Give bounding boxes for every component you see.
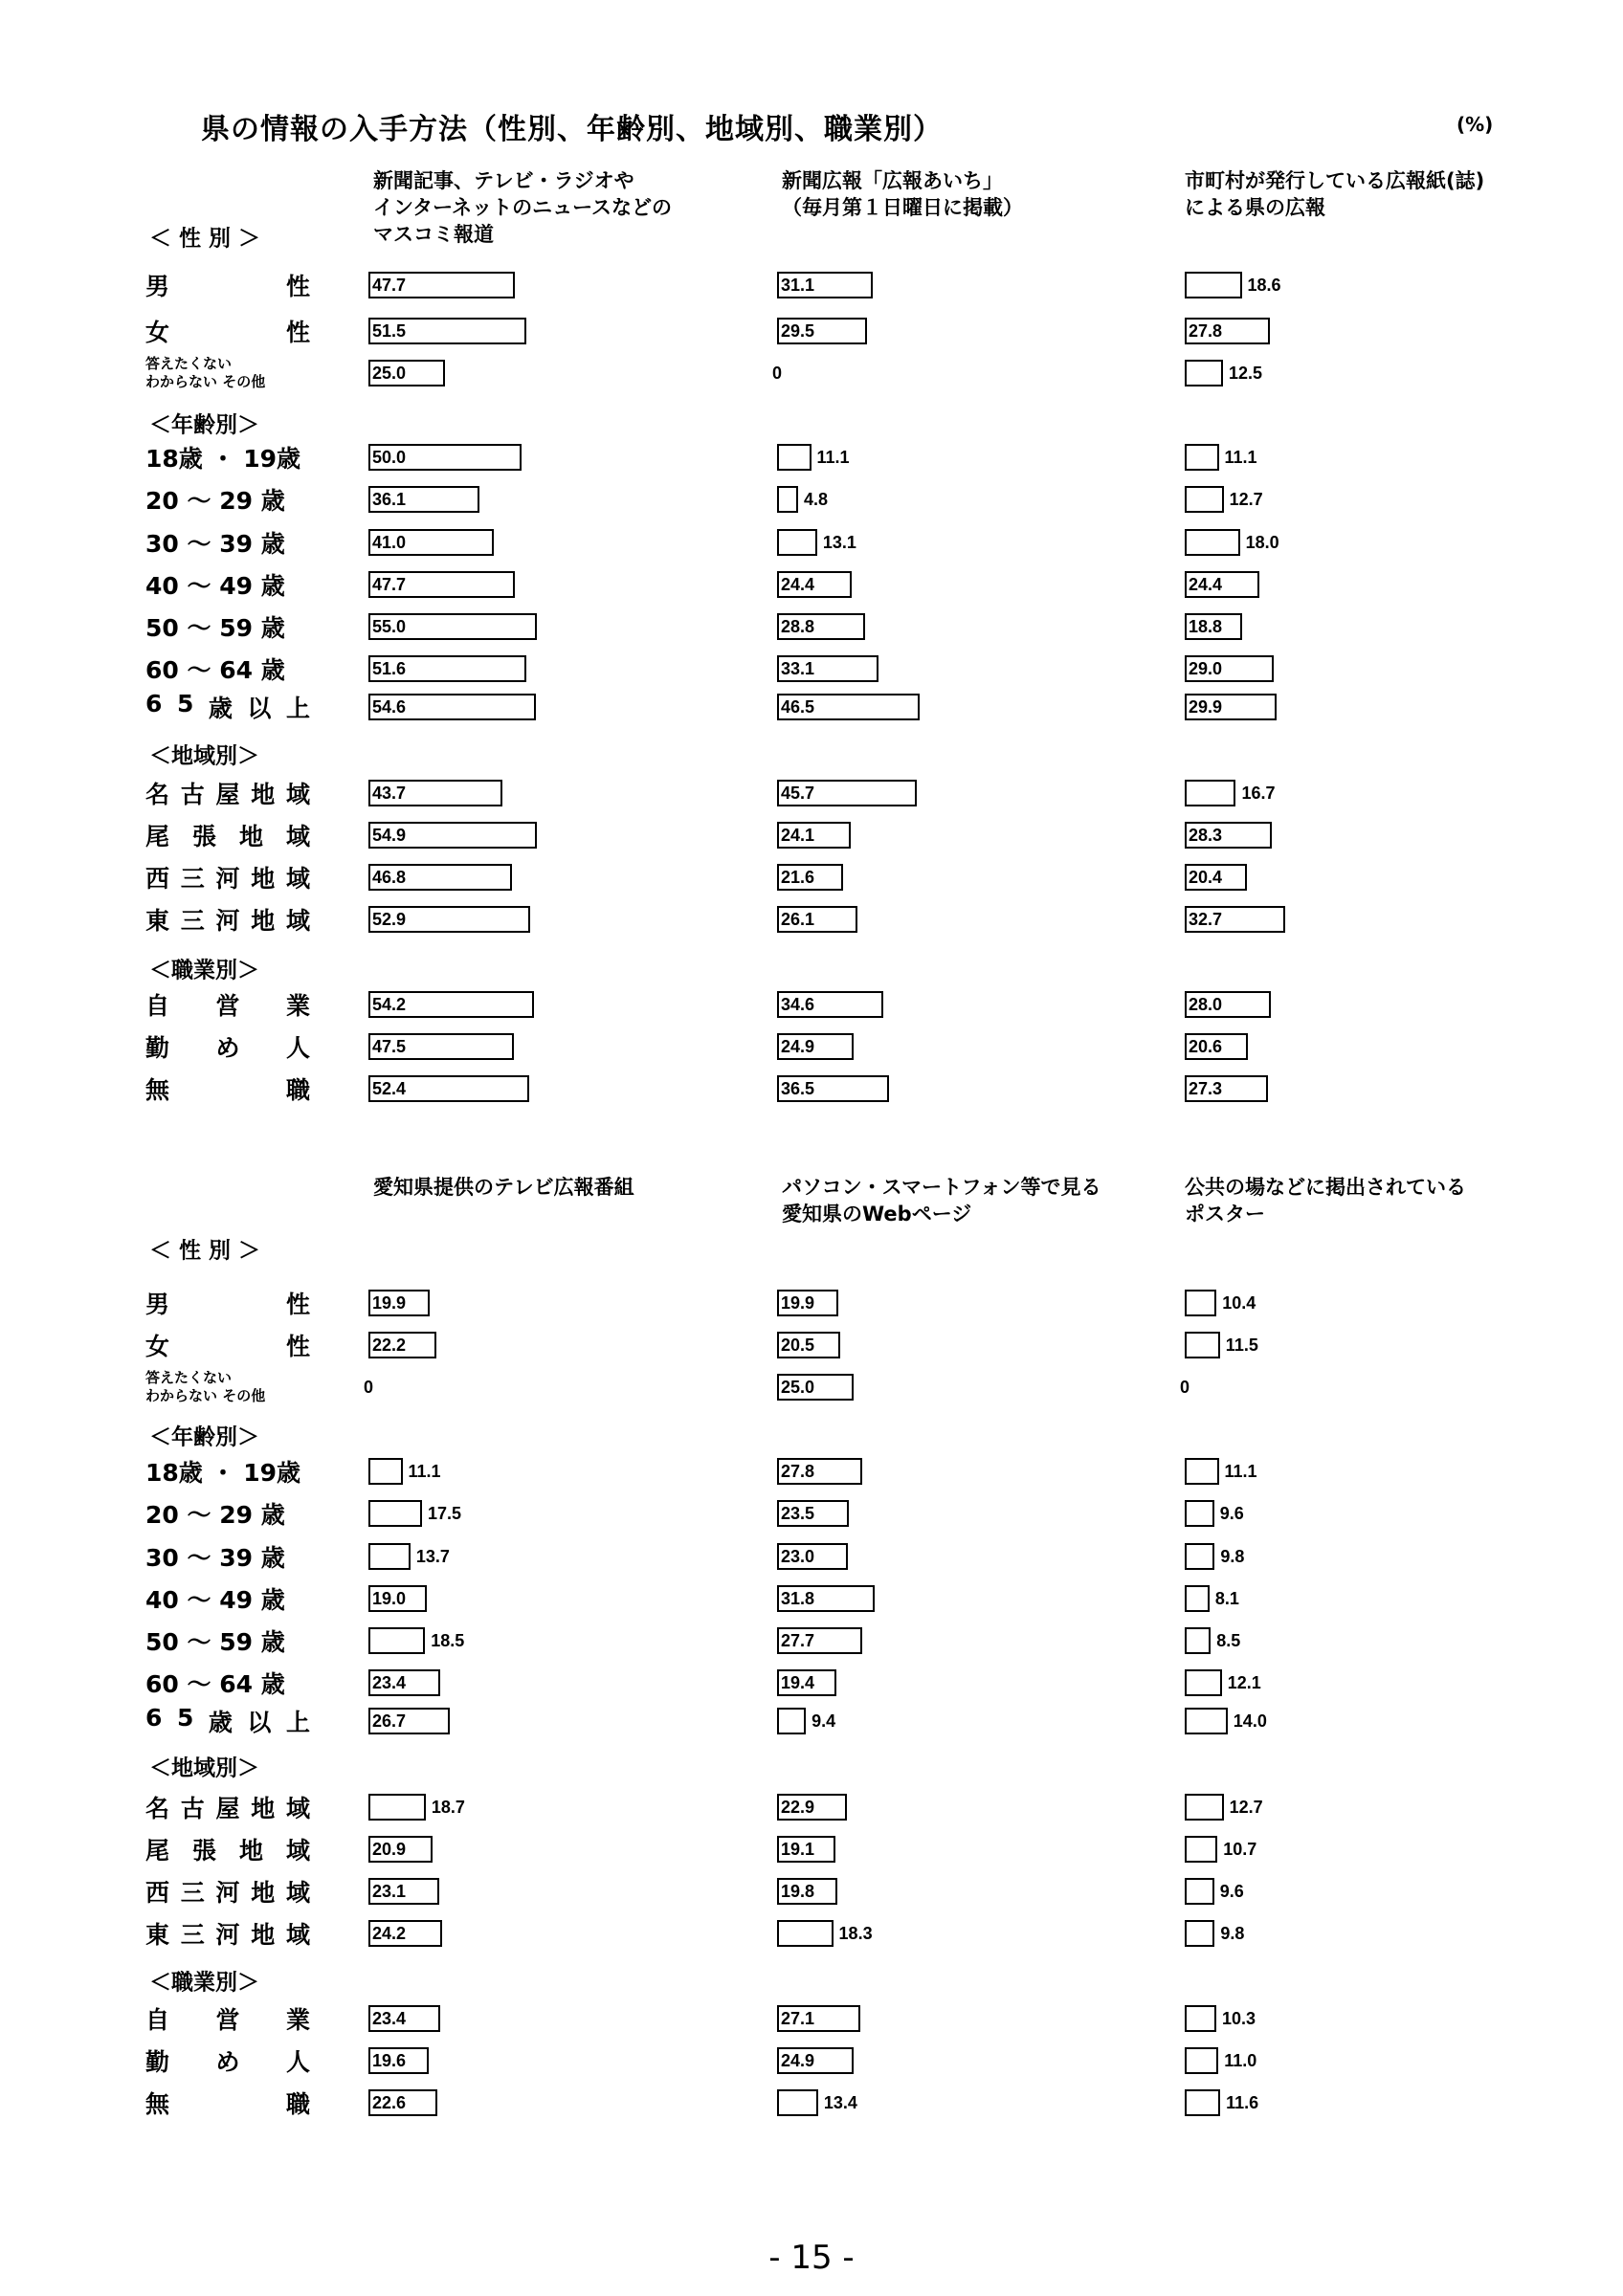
row-label: 60 〜 64 歳	[145, 1670, 285, 1698]
bar	[1185, 1543, 1214, 1570]
section-label: ＜地域別＞	[149, 743, 259, 769]
bar-value-label: 20.6	[1189, 1037, 1223, 1056]
row-label: 西 三 河 地 域	[145, 865, 310, 893]
bar-value-label: 10.4	[1222, 1293, 1256, 1313]
bar-value-label: 24.4	[781, 575, 815, 594]
bar	[1185, 1920, 1214, 1947]
row-label: 60 〜 64 歳	[145, 656, 285, 684]
bar	[1185, 1878, 1214, 1905]
bar-value-label: 47.7	[372, 575, 407, 594]
bar-value-label: 19.1	[781, 1840, 815, 1859]
bar-value-label: 28.0	[1189, 995, 1223, 1014]
bar	[1185, 1627, 1211, 1654]
row-label: 男 性	[145, 273, 310, 300]
bar	[777, 529, 817, 556]
row-label: 尾 張 地 域	[145, 1837, 310, 1865]
bar-value-label: 20.4	[1189, 868, 1223, 887]
bar-value-label: 11.1	[1224, 1462, 1257, 1481]
bar-value-label: 19.4	[781, 1673, 815, 1692]
bar-value-label: 36.5	[781, 1079, 815, 1098]
bar-value-label: 54.2	[372, 995, 407, 1014]
row-label: 50 〜 59 歳	[145, 614, 285, 642]
bar-value-label: 31.1	[781, 276, 815, 295]
bar-value-label: 55.0	[372, 617, 407, 636]
bar-value-label: 29.9	[1189, 697, 1223, 717]
bar-value-label: 19.9	[372, 1293, 407, 1313]
bar-value-label: 27.8	[781, 1462, 815, 1481]
page-number: - 15 -	[768, 2239, 855, 2277]
bar-value-label: 51.5	[372, 321, 407, 341]
bar-value-label: 0	[772, 364, 783, 383]
row-label: 東 三 河 地 域	[145, 1921, 310, 1949]
bar-value-label: 11.1	[408, 1462, 441, 1481]
bar-value-label: 11.5	[1225, 1336, 1258, 1355]
bar	[777, 1708, 806, 1734]
bar	[368, 1794, 426, 1821]
bar-value-label: 8.5	[1216, 1631, 1241, 1650]
bar-value-label: 25.0	[781, 1378, 815, 1397]
bar-value-label: 26.1	[781, 910, 815, 929]
bar-value-label: 41.0	[372, 533, 407, 552]
bar-value-label: 26.7	[372, 1711, 407, 1731]
bar-value-label: 18.3	[838, 1924, 873, 1943]
row-label: 20 〜 29 歳	[145, 487, 285, 515]
bar	[1185, 2047, 1218, 2074]
row-label: 30 〜 39 歳	[145, 1544, 285, 1572]
bar-value-label: 11.1	[1224, 448, 1257, 467]
row-label: 尾 張 地 域	[145, 823, 310, 850]
bar-value-label: 0	[1180, 1378, 1190, 1397]
bar-value-label: 11.0	[1224, 2051, 1257, 2070]
bar-value-label: 19.9	[781, 1293, 815, 1313]
bar-value-label: 22.9	[781, 1798, 815, 1817]
bar-value-label: 52.9	[372, 910, 407, 929]
bar	[1185, 272, 1242, 298]
bar-value-label: 18.7	[431, 1798, 465, 1817]
bar-value-label: 47.5	[372, 1037, 407, 1056]
bar-value-label: 13.7	[415, 1547, 450, 1566]
bar-value-label: 9.6	[1219, 1882, 1244, 1901]
bar-value-label: 34.6	[781, 995, 815, 1014]
bar	[1185, 2005, 1216, 2032]
bar-value-label: 0	[364, 1378, 374, 1397]
unit-label: (%)	[1456, 113, 1494, 136]
bar-value-label: 25.0	[372, 364, 407, 383]
row-label: 女 性	[145, 319, 310, 346]
row-label: 東 三 河 地 域	[145, 907, 310, 935]
row-label: 40 〜 49 歳	[145, 572, 285, 600]
bar-value-label: 18.0	[1245, 533, 1279, 552]
bar-value-label: 16.7	[1241, 784, 1276, 803]
bar-value-label: 23.5	[781, 1504, 815, 1523]
series-header-2: パソコン・スマートフォン等で見る 愛知県のWebページ	[782, 1176, 1101, 1225]
section-label: ＜地域別＞	[149, 1755, 259, 1781]
bar-value-label: 20.5	[781, 1336, 815, 1355]
bar-value-label: 18.5	[431, 1631, 465, 1650]
bar-value-label: 24.4	[1189, 575, 1223, 594]
bar-value-label: 23.1	[372, 1882, 407, 1901]
bar-value-label: 24.1	[781, 826, 815, 845]
series-header-3: 公共の場などに掲出されている ポスター	[1185, 1176, 1466, 1225]
section-label: ＜年齢別＞	[149, 1424, 259, 1450]
bar-value-label: 11.1	[816, 448, 850, 467]
row-label: 女 性	[145, 1333, 310, 1360]
bar	[368, 1500, 422, 1527]
bar-value-label: 10.7	[1223, 1840, 1257, 1859]
section-label: ＜ 性 別 ＞	[149, 1238, 261, 1264]
bar-value-label: 46.8	[372, 868, 407, 887]
bar-value-label: 18.6	[1247, 276, 1281, 295]
bar-value-label: 18.8	[1189, 617, 1223, 636]
row-label: 名 古 屋 地 域	[145, 781, 310, 808]
bar	[1185, 360, 1223, 386]
bar	[368, 1627, 425, 1654]
bar-value-label: 46.5	[781, 697, 815, 717]
bar-value-label: 19.8	[781, 1882, 815, 1901]
row-label: 男 性	[145, 1291, 310, 1318]
bar-value-label: 45.7	[781, 784, 815, 803]
bar-value-label: 27.8	[1189, 321, 1223, 341]
row-label: 6 5 歳 以 上	[145, 690, 310, 722]
bar-value-label: 23.4	[372, 1673, 407, 1692]
bar-value-label: 28.3	[1189, 826, 1223, 845]
bar-value-label: 24.2	[372, 1924, 407, 1943]
section-label: ＜ 性 別 ＞	[149, 226, 261, 252]
bar-value-label: 9.8	[1220, 1924, 1245, 1943]
bar-value-label: 17.5	[428, 1504, 462, 1523]
bar	[1185, 444, 1219, 471]
bar	[1185, 1332, 1220, 1358]
row-label: 答えたくない わからない その他	[145, 355, 266, 390]
bar	[1185, 1290, 1216, 1316]
row-label: 無 職	[145, 1076, 310, 1104]
bar	[1185, 1500, 1214, 1527]
bar-value-label: 43.7	[372, 784, 407, 803]
bar-value-label: 22.6	[372, 2093, 407, 2112]
series-header-1: 愛知県提供のテレビ広報番組	[373, 1176, 634, 1199]
bar-value-label: 52.4	[372, 1079, 407, 1098]
bar-value-label: 10.3	[1221, 2009, 1256, 2028]
bar-value-label: 11.6	[1226, 2093, 1259, 2112]
bar-value-label: 8.1	[1214, 1589, 1239, 1608]
bar	[1185, 1585, 1210, 1612]
bar-value-label: 19.0	[372, 1589, 407, 1608]
bar	[1185, 1458, 1219, 1485]
bar-value-label: 36.1	[372, 490, 407, 509]
bar-value-label: 24.9	[781, 2051, 815, 2070]
bar-value-label: 27.7	[781, 1631, 815, 1650]
bar-value-label: 51.6	[372, 659, 407, 678]
bar-value-label: 27.1	[781, 2009, 815, 2028]
bar-value-label: 50.0	[372, 448, 407, 467]
row-label: 答えたくない わからない その他	[145, 1369, 266, 1404]
row-label: 西 三 河 地 域	[145, 1879, 310, 1907]
section-label: ＜職業別＞	[149, 958, 259, 983]
bar	[1185, 529, 1240, 556]
bar	[777, 2089, 818, 2116]
row-label: 勤 め 人	[145, 2048, 310, 2076]
bar	[1185, 1836, 1217, 1863]
bar-value-label: 32.7	[1189, 910, 1223, 929]
row-label: 20 〜 29 歳	[145, 1501, 285, 1529]
row-label: 40 〜 49 歳	[145, 1586, 285, 1614]
bar	[368, 1458, 403, 1485]
bar-value-label: 9.8	[1220, 1547, 1245, 1566]
bar	[1185, 1794, 1224, 1821]
bar	[1185, 1669, 1222, 1696]
bar-value-label: 54.9	[372, 826, 407, 845]
series-header-2: 新聞広報「広報あいち」 （毎月第１日曜日に掲載）	[782, 169, 1023, 219]
bar-value-label: 9.4	[812, 1711, 836, 1731]
bar-value-label: 29.5	[781, 321, 815, 341]
row-label: 無 職	[145, 2090, 310, 2118]
bar-value-label: 27.3	[1189, 1079, 1223, 1098]
bar-value-label: 28.8	[781, 617, 815, 636]
bar-value-label: 12.7	[1229, 490, 1263, 509]
bar-value-label: 23.0	[781, 1547, 815, 1566]
bar	[777, 444, 812, 471]
row-label: 名 古 屋 地 域	[145, 1795, 310, 1822]
series-header-1: 新聞記事、テレビ・ラジオや インターネットのニュースなどの マスコミ報道	[373, 169, 673, 246]
row-label: 18歳 ・ 19歳	[145, 1459, 300, 1487]
row-label: 50 〜 59 歳	[145, 1628, 285, 1656]
bar	[368, 1543, 411, 1570]
bar-value-label: 22.2	[372, 1336, 407, 1355]
bar-value-label: 13.1	[822, 533, 856, 552]
bar-value-label: 12.5	[1229, 364, 1263, 383]
bar-value-label: 31.8	[781, 1589, 815, 1608]
bar	[1185, 780, 1235, 806]
series-header-3: 市町村が発行している広報紙(誌) による県の広報	[1185, 169, 1485, 219]
bar-value-label: 54.6	[372, 697, 407, 717]
bar-value-label: 47.7	[372, 276, 407, 295]
section-label: ＜職業別＞	[149, 1970, 259, 1996]
row-label: 6 5 歳 以 上	[145, 1704, 310, 1736]
bar-value-label: 23.4	[372, 2009, 407, 2028]
bar-value-label: 24.9	[781, 1037, 815, 1056]
section-label: ＜年齢別＞	[149, 412, 259, 438]
bar	[777, 486, 798, 513]
bar-value-label: 13.4	[823, 2093, 857, 2112]
row-label: 自 営 業	[145, 2006, 310, 2034]
bar-value-label: 29.0	[1189, 659, 1223, 678]
bar	[1185, 486, 1224, 513]
bar	[777, 1920, 834, 1947]
bar-value-label: 9.6	[1219, 1504, 1244, 1523]
bar-value-label: 19.6	[372, 2051, 407, 2070]
row-label: 勤 め 人	[145, 1034, 310, 1062]
row-label: 18歳 ・ 19歳	[145, 445, 300, 473]
bar	[1185, 2089, 1220, 2116]
bar-value-label: 33.1	[781, 659, 815, 678]
row-label: 30 〜 39 歳	[145, 530, 285, 558]
bar-value-label: 14.0	[1233, 1711, 1267, 1731]
bar	[1185, 1708, 1228, 1734]
page-title: 県の情報の入手方法（性別、年齢別、地域別、職業別）	[201, 113, 943, 146]
bar-value-label: 12.1	[1227, 1673, 1261, 1692]
bar-value-label: 20.9	[372, 1840, 407, 1859]
row-label: 自 営 業	[145, 992, 310, 1020]
bar-value-label: 12.7	[1229, 1798, 1263, 1817]
bar-value-label: 4.8	[804, 490, 829, 509]
bar-value-label: 21.6	[781, 868, 815, 887]
